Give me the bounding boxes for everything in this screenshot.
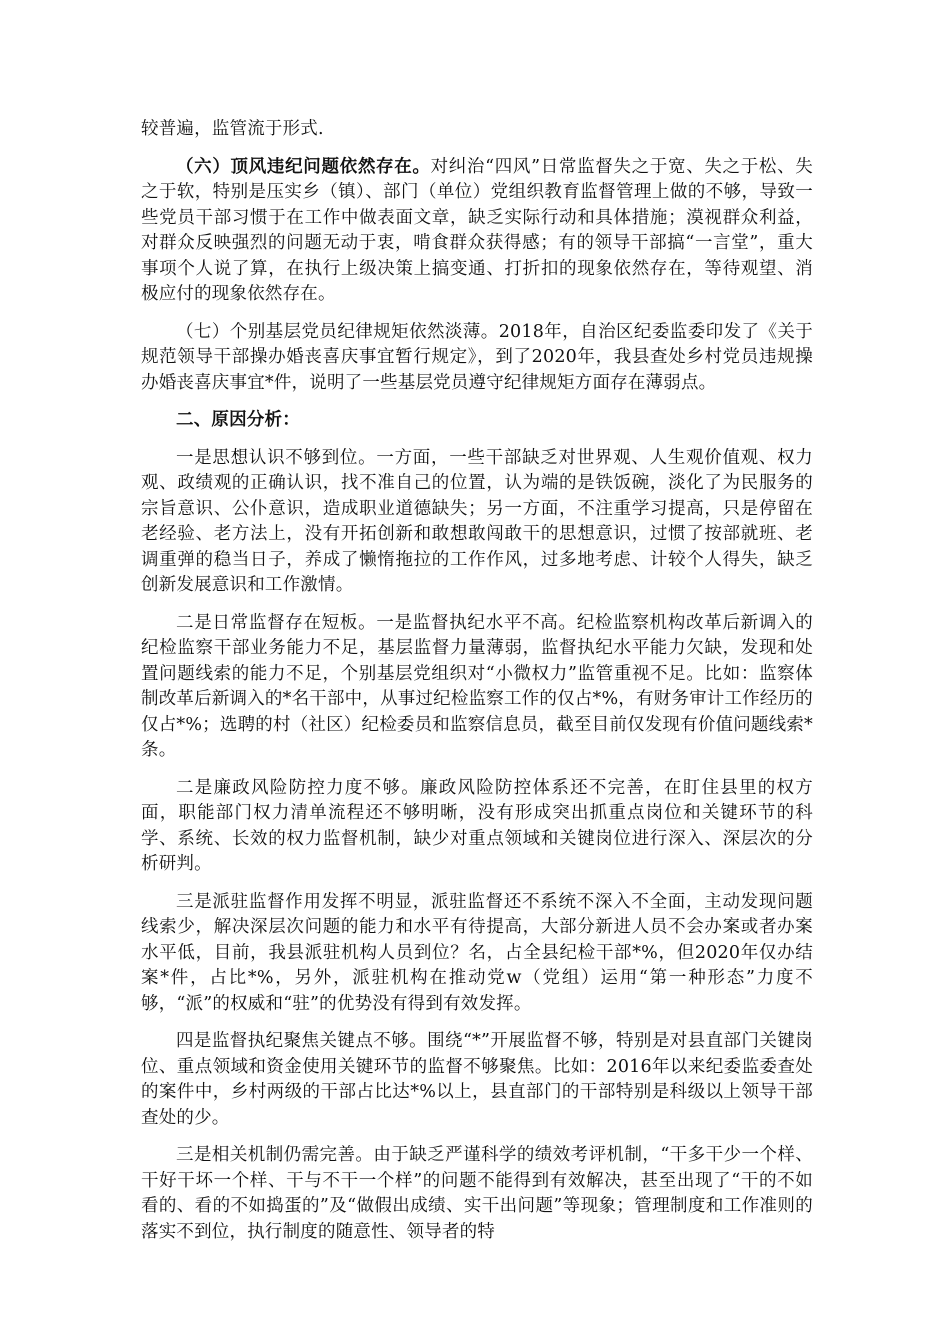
paragraph-text: （七）个别基层党员纪律规矩依然淡薄。2018年，自治区纪委监委印发了《关于规范领导干部操办婚丧喜庆事宜暂行规定》，到了2020年，我县查处乡村党员违规操办婚丧喜庆事宜*件，说明了一些基层党员遵守纪律规矩方面存在薄弱点。 bbox=[141, 321, 813, 393]
paragraph-item-6 bbox=[141, 155, 813, 308]
paragraph-item-7 bbox=[141, 320, 813, 397]
section-heading: 二、原因分析： bbox=[176, 410, 300, 430]
section-heading-cause-analysis bbox=[141, 408, 813, 434]
paragraph-continuation bbox=[141, 117, 813, 143]
paragraph-text: 较普遍，监管流于形式. bbox=[141, 119, 324, 139]
paragraph-risk-control bbox=[141, 776, 813, 878]
paragraph-text: 三是派驻监督作用发挥不明显，派驻监督还不系统不深入不全面，主动发现问题线索少，解决深层次问题的能力和水平有待提高，大部分新进人员不会办案或者办案水平低，目前，我县派驻机构人员到位？名，占全县纪检干部*%，但2020年仅办结案*件，占比*%，另外，派驻机构在推动党w（党组）运用“第一种形态”力度不够，“派”的权威和“驻”的优势没有得到有效发挥。 bbox=[141, 891, 813, 1014]
paragraph-text: 二是日常监督存在短板。一是监督执纪水平不高。纪检监察机构改革后新调入的纪检监察干部业务能力不足，基层监督力量薄弱，监督执纪水平能力欠缺，发现和处置问题线索的能力不足，个别基层党组织对“小微权力”监管重视不足。比如：监察体制改革后新调入的*名干部中，从事过纪检监察工作的仅占*%，有财务审计工作经历的仅占*%；选聘的村（社区）纪检委员和监察信息员，截至目前仅发现有价值问题线索*条。 bbox=[141, 612, 813, 760]
paragraph-text: 一是思想认识不够到位。一方面，一些干部缺乏对世界观、人生观价值观、权力观、政绩观的正确认识，找不准自己的位置，认为端的是铁饭碗，淡化了为民服务的宗旨意识、公仆意识，造成职业道德缺失；另一方面，不注重学习提高，只是停留在老经验、老方法上，没有开拓创新和敢想敢闯敢干的思想意识，过惯了按部就班、老调重弹的稳当日子，养成了懒惰拖拉的工作作风，过多地考虑、计较个人得失，缺乏创新发展意识和工作激情。 bbox=[141, 447, 813, 595]
paragraph-text: 对纠治“四风”日常监督失之于宽、失之于松、失之于软，特别是压实乡（镇）、部门（单位）党组织教育监督管理上做的不够，导致一些党员干部习惯于在工作中做表面文章，缺乏实际行动和具体措施；漠视群众利益，对群众反映强烈的问题无动于衷，啃食群众获得感；有的领导干部搞“一言堂”，重大事项个人说了算，在执行上级决策上搞变通、打折扣的现象依然存在，等待观望、消极应付的现象依然存在。 bbox=[141, 156, 813, 304]
paragraph-text: 四是监督执纪聚焦关键点不够。围绕“*”开展监督不够，特别是对县直部门关键岗位、重点领域和资金使用关键环节的监督不够聚焦。比如：2016年以来纪委监委查处的案件中，乡村两级的干部占比达*%以上，县直部门的干部特别是科级以上领导干部查处的少。 bbox=[141, 1031, 813, 1128]
paragraph-text: 二是廉政风险防控力度不够。廉政风险防控体系还不完善，在盯住县里的权方面，职能部门权力清单流程还不够明晰，没有形成突出抓重点岗位和关键环节的科学、系统、长效的权力监督机制，缺少对重点领域和关键岗位进行深入、深层次的分析研判。 bbox=[141, 777, 813, 874]
paragraph-heading: （六）顶风违纪问题依然存在。 bbox=[176, 156, 431, 177]
document-body bbox=[141, 117, 813, 1257]
paragraph-key-focus bbox=[141, 1029, 813, 1131]
paragraph-thinking bbox=[141, 446, 813, 599]
paragraph-text: 三是相关机制仍需完善。由于缺乏严谨科学的绩效考评机制，“干多干少一个样、干好干坏一个样、干与不干一个样”的问题不能得到有效解决，甚至出现了“干的不如看的、看的不如捣蛋的”及“做假出成绩、实干出问题”等现象；管理制度和工作准则的落实不到位，执行制度的随意性、领导者的特 bbox=[141, 1145, 813, 1242]
paragraph-mechanism bbox=[141, 1143, 813, 1245]
paragraph-stationed-supervision bbox=[141, 890, 813, 1018]
paragraph-daily-supervision bbox=[141, 611, 813, 764]
